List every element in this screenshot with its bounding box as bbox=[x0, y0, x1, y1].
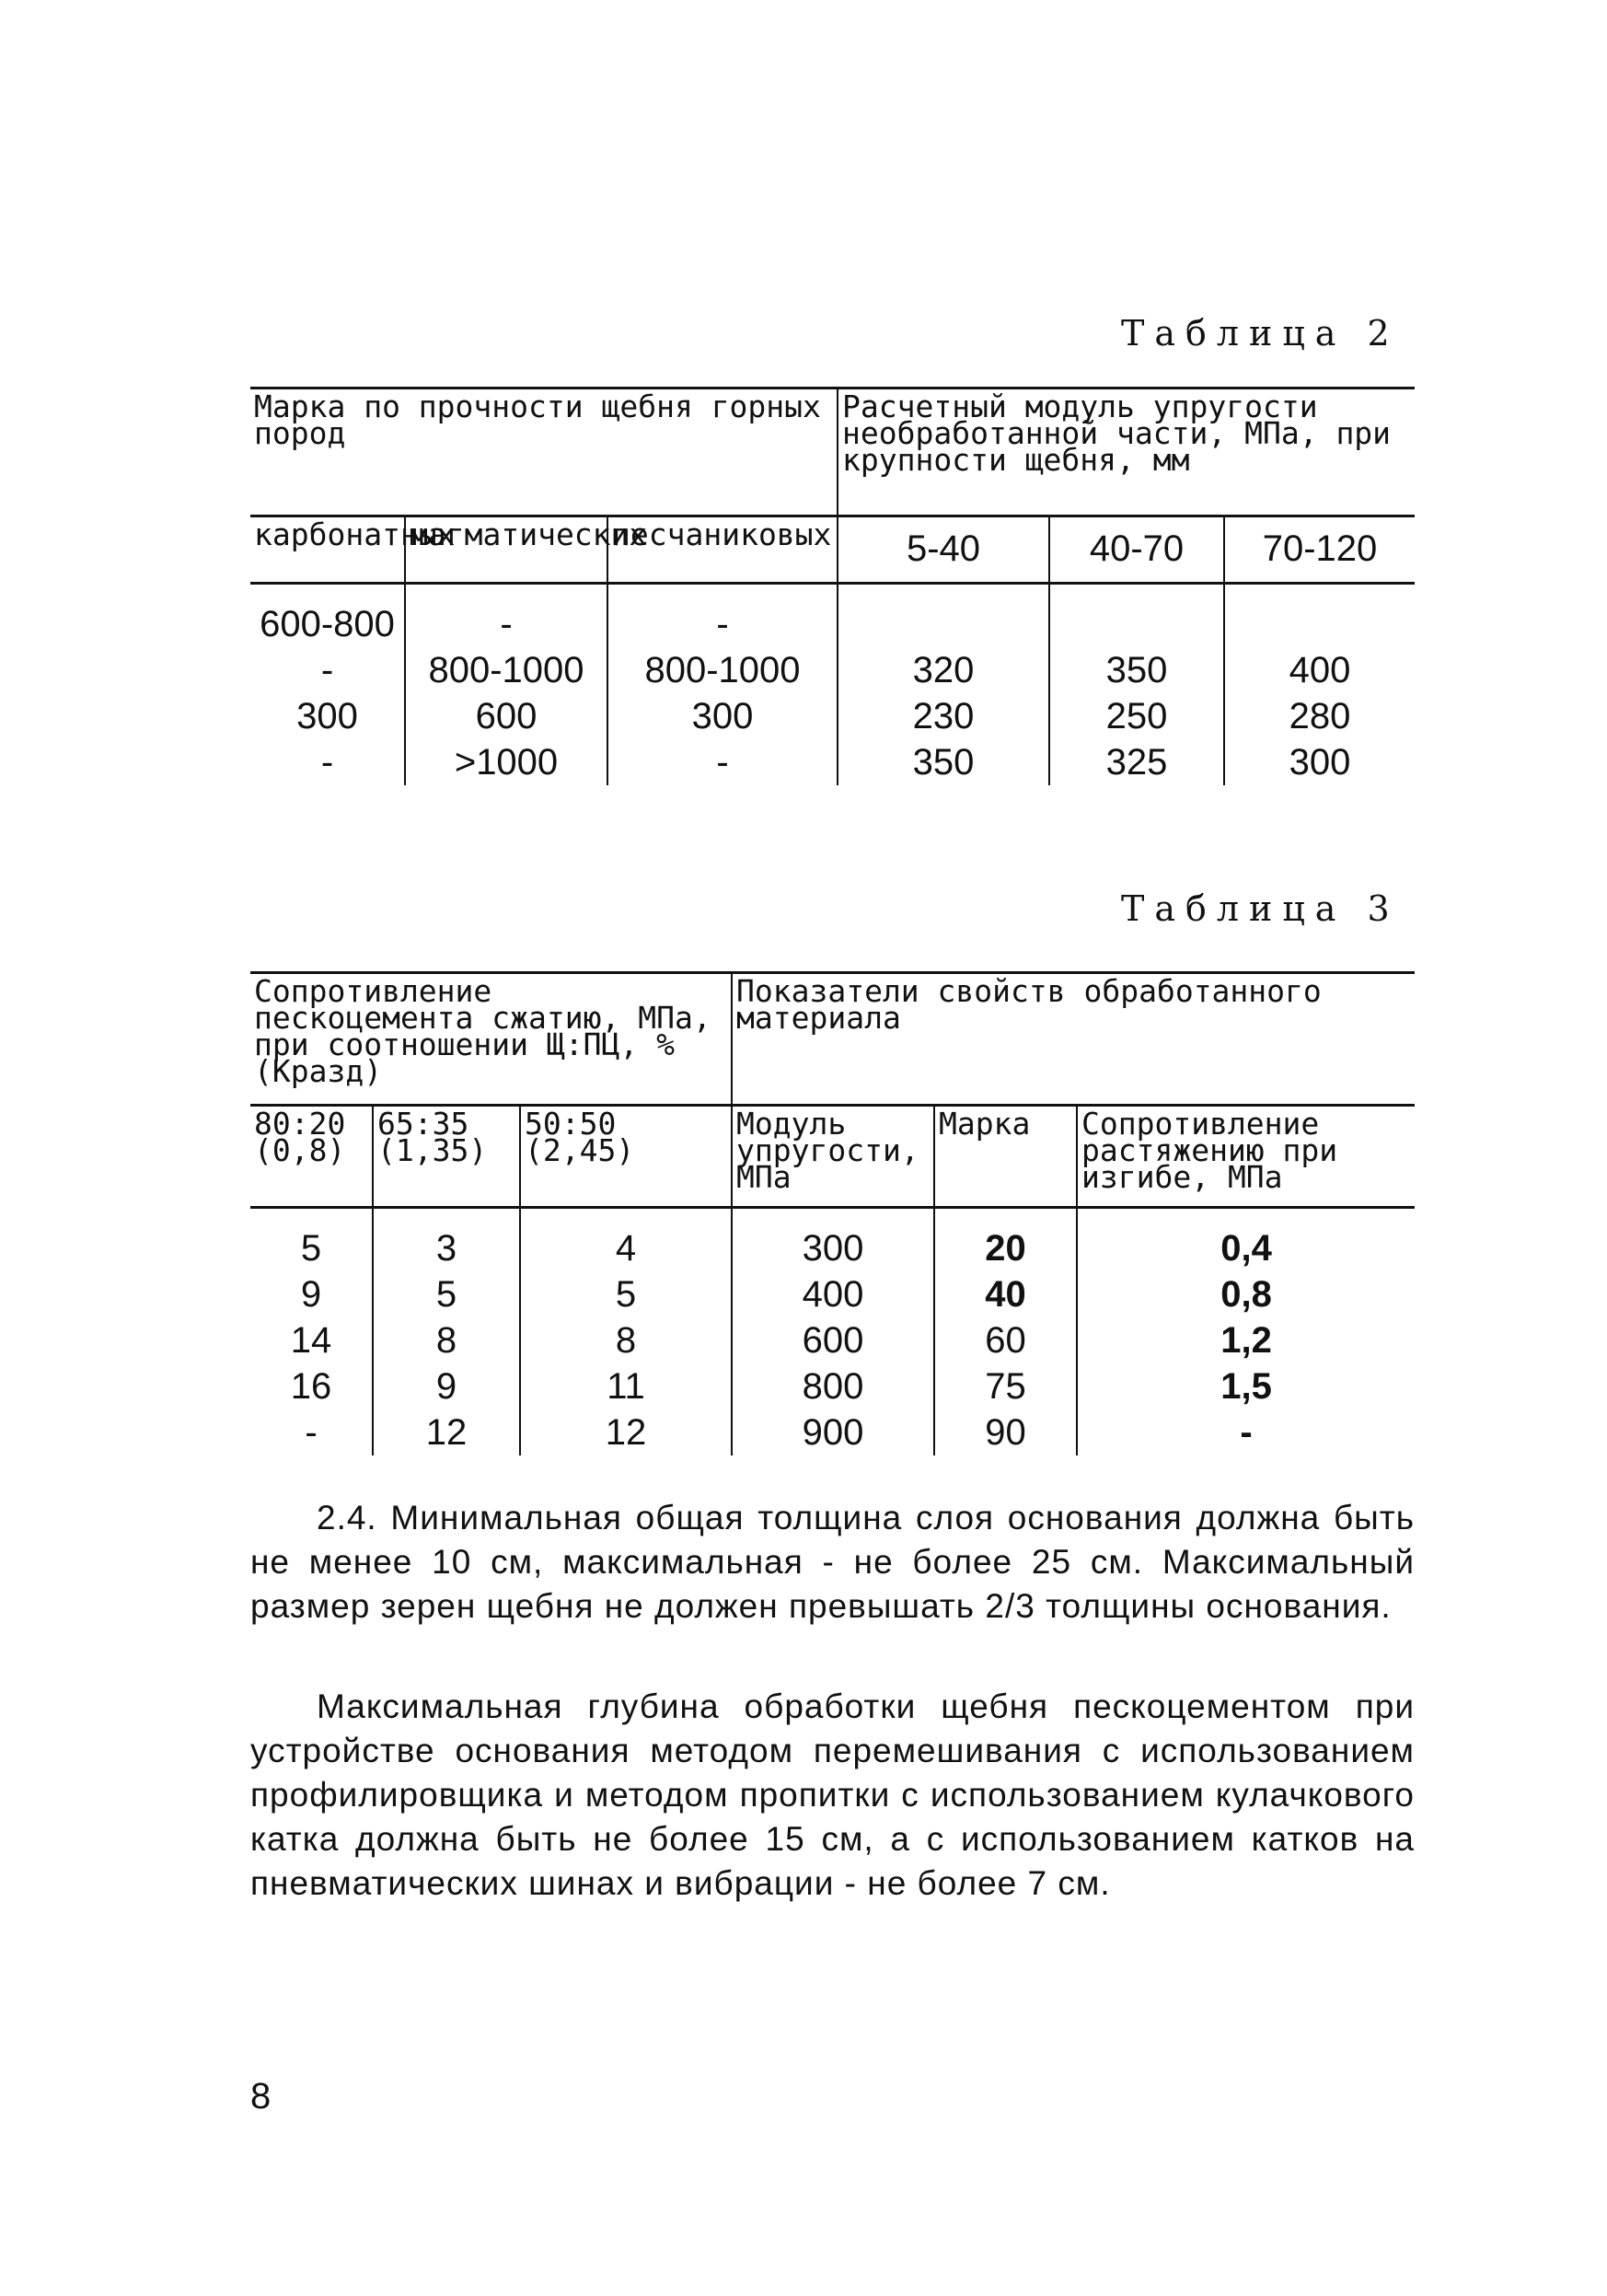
table-cell: 900 bbox=[732, 1409, 934, 1455]
table3-subheader: Марка bbox=[934, 1106, 1077, 1208]
table-row bbox=[250, 693, 1415, 739]
table-cell: 90 bbox=[934, 1409, 1077, 1455]
table-cell: 5 bbox=[520, 1271, 732, 1317]
table-cell: 1,5 bbox=[1077, 1363, 1415, 1409]
table-cell: 0,4 bbox=[1077, 1208, 1415, 1272]
table3-header-left: Сопротивление пескоцемента сжатию, МПа, при соотношении Щ:ПЦ, % (Кразд) bbox=[250, 973, 732, 1106]
table-cell: 5 bbox=[300, 1228, 322, 1269]
table-row bbox=[250, 1317, 1415, 1363]
table-cell: - bbox=[320, 650, 334, 690]
table-cell: 20 bbox=[934, 1208, 1077, 1272]
table2 bbox=[250, 387, 1415, 785]
table-cell: - bbox=[320, 742, 334, 783]
table-row bbox=[250, 584, 1415, 648]
table2-subheader: карбонатных bbox=[250, 516, 405, 584]
table-cell: 40 bbox=[934, 1271, 1077, 1317]
table-cell: 320 bbox=[838, 647, 1049, 693]
table-cell: 300 bbox=[732, 1208, 934, 1272]
table-cell: 11 bbox=[520, 1363, 732, 1409]
table-row bbox=[250, 739, 1415, 785]
table-row bbox=[250, 1409, 1415, 1455]
table2-header-right: Расчетный модуль упругости необработанной части, МПа, при крупности щебня, мм bbox=[838, 388, 1415, 516]
table-cell: 12 bbox=[373, 1409, 520, 1455]
table-cell: - bbox=[1077, 1409, 1415, 1455]
table-cell: 75 bbox=[934, 1363, 1077, 1409]
table2-caption: Таблица 2 bbox=[1121, 313, 1400, 354]
table-cell: 8 bbox=[520, 1317, 732, 1363]
table-cell: 350 bbox=[838, 739, 1049, 785]
table2-subheader: 40-70 bbox=[1049, 516, 1224, 584]
table-cell: 230 bbox=[838, 693, 1049, 739]
table3-subheader: 50:50 (2,45) bbox=[520, 1106, 732, 1208]
table-cell: 400 bbox=[732, 1271, 934, 1317]
page-number: 8 bbox=[250, 2076, 272, 2116]
table-cell: 9 bbox=[373, 1363, 520, 1409]
table-cell bbox=[1049, 584, 1224, 648]
table-cell bbox=[1224, 584, 1415, 648]
table-cell: 300 bbox=[296, 696, 358, 736]
table3-header-right: Показатели свойств обработанного материала bbox=[732, 973, 1415, 1106]
table3-subheader: Сопротивление растяжению при изгибе, МПа bbox=[1077, 1106, 1415, 1208]
table-cell: - bbox=[607, 584, 838, 648]
table-row bbox=[250, 1271, 1415, 1317]
table-cell: - bbox=[305, 1412, 318, 1453]
paragraph: Максимальная глубина обработки щебня пескоцементом при устройстве основания методом перемешивания с использованием профилировщика и методом пропитки с использованием кулачкового катка должна быть не более 15 см, а с использованием катков на пневматических шинах и вибрации - не более 7 см. bbox=[250, 1687, 1415, 1902]
table-row bbox=[250, 647, 1415, 693]
table-cell: 350 bbox=[1049, 647, 1224, 693]
table-cell: 800 bbox=[732, 1363, 934, 1409]
table-cell: 4 bbox=[520, 1208, 732, 1272]
table-cell: 9 bbox=[300, 1274, 322, 1315]
table-cell: 60 bbox=[934, 1317, 1077, 1363]
table-cell: 8 bbox=[373, 1317, 520, 1363]
table-cell: 600 bbox=[405, 693, 607, 739]
table-cell bbox=[838, 584, 1049, 648]
table2-subheader: 70-120 bbox=[1224, 516, 1415, 584]
table-cell: 300 bbox=[1224, 739, 1415, 785]
table-cell: 0,8 bbox=[1077, 1271, 1415, 1317]
table-row bbox=[250, 1208, 1415, 1272]
table2-subheader: магматических bbox=[405, 516, 607, 584]
table-cell: 600 bbox=[732, 1317, 934, 1363]
table-cell: 1,2 bbox=[1077, 1317, 1415, 1363]
table3-caption: Таблица 3 bbox=[1121, 888, 1400, 929]
table-cell: - bbox=[607, 739, 838, 785]
table-cell: 3 bbox=[373, 1208, 520, 1272]
table-cell: - bbox=[405, 584, 607, 648]
table-cell: 280 bbox=[1224, 693, 1415, 739]
table3-subheader: Модуль упругости, МПа bbox=[732, 1106, 934, 1208]
table3-subheader: 80:20 (0,8) bbox=[250, 1106, 373, 1208]
table-row bbox=[250, 1363, 1415, 1409]
table-cell: 300 bbox=[607, 693, 838, 739]
table-cell: 600-800 bbox=[260, 604, 395, 644]
table-cell: >1000 bbox=[405, 739, 607, 785]
table-cell: 5 bbox=[373, 1271, 520, 1317]
table-cell: 12 bbox=[520, 1409, 732, 1455]
table3-subheader: 65:35 (1,35) bbox=[373, 1106, 520, 1208]
paragraph: 2.4. Минимальная общая толщина слоя основания должна быть не менее 10 см, максимальная - не более 25 см. Максимальный размер зерен щебня не должен превышать 2/3 толщины основания. bbox=[250, 1499, 1415, 1625]
table2-subheader: песчаниковых bbox=[607, 516, 838, 584]
table-cell: 16 bbox=[290, 1366, 332, 1407]
table2-header-left: Марка по прочности щебня горных пород bbox=[250, 388, 838, 516]
table-cell: 800-1000 bbox=[607, 647, 838, 693]
table-cell: 250 bbox=[1049, 693, 1224, 739]
table-cell: 14 bbox=[290, 1320, 332, 1361]
table2-subheader: 5-40 bbox=[838, 516, 1049, 584]
table-cell: 325 bbox=[1049, 739, 1224, 785]
table-cell: 400 bbox=[1224, 647, 1415, 693]
table-cell: 800-1000 bbox=[405, 647, 607, 693]
table3 bbox=[250, 971, 1415, 1455]
